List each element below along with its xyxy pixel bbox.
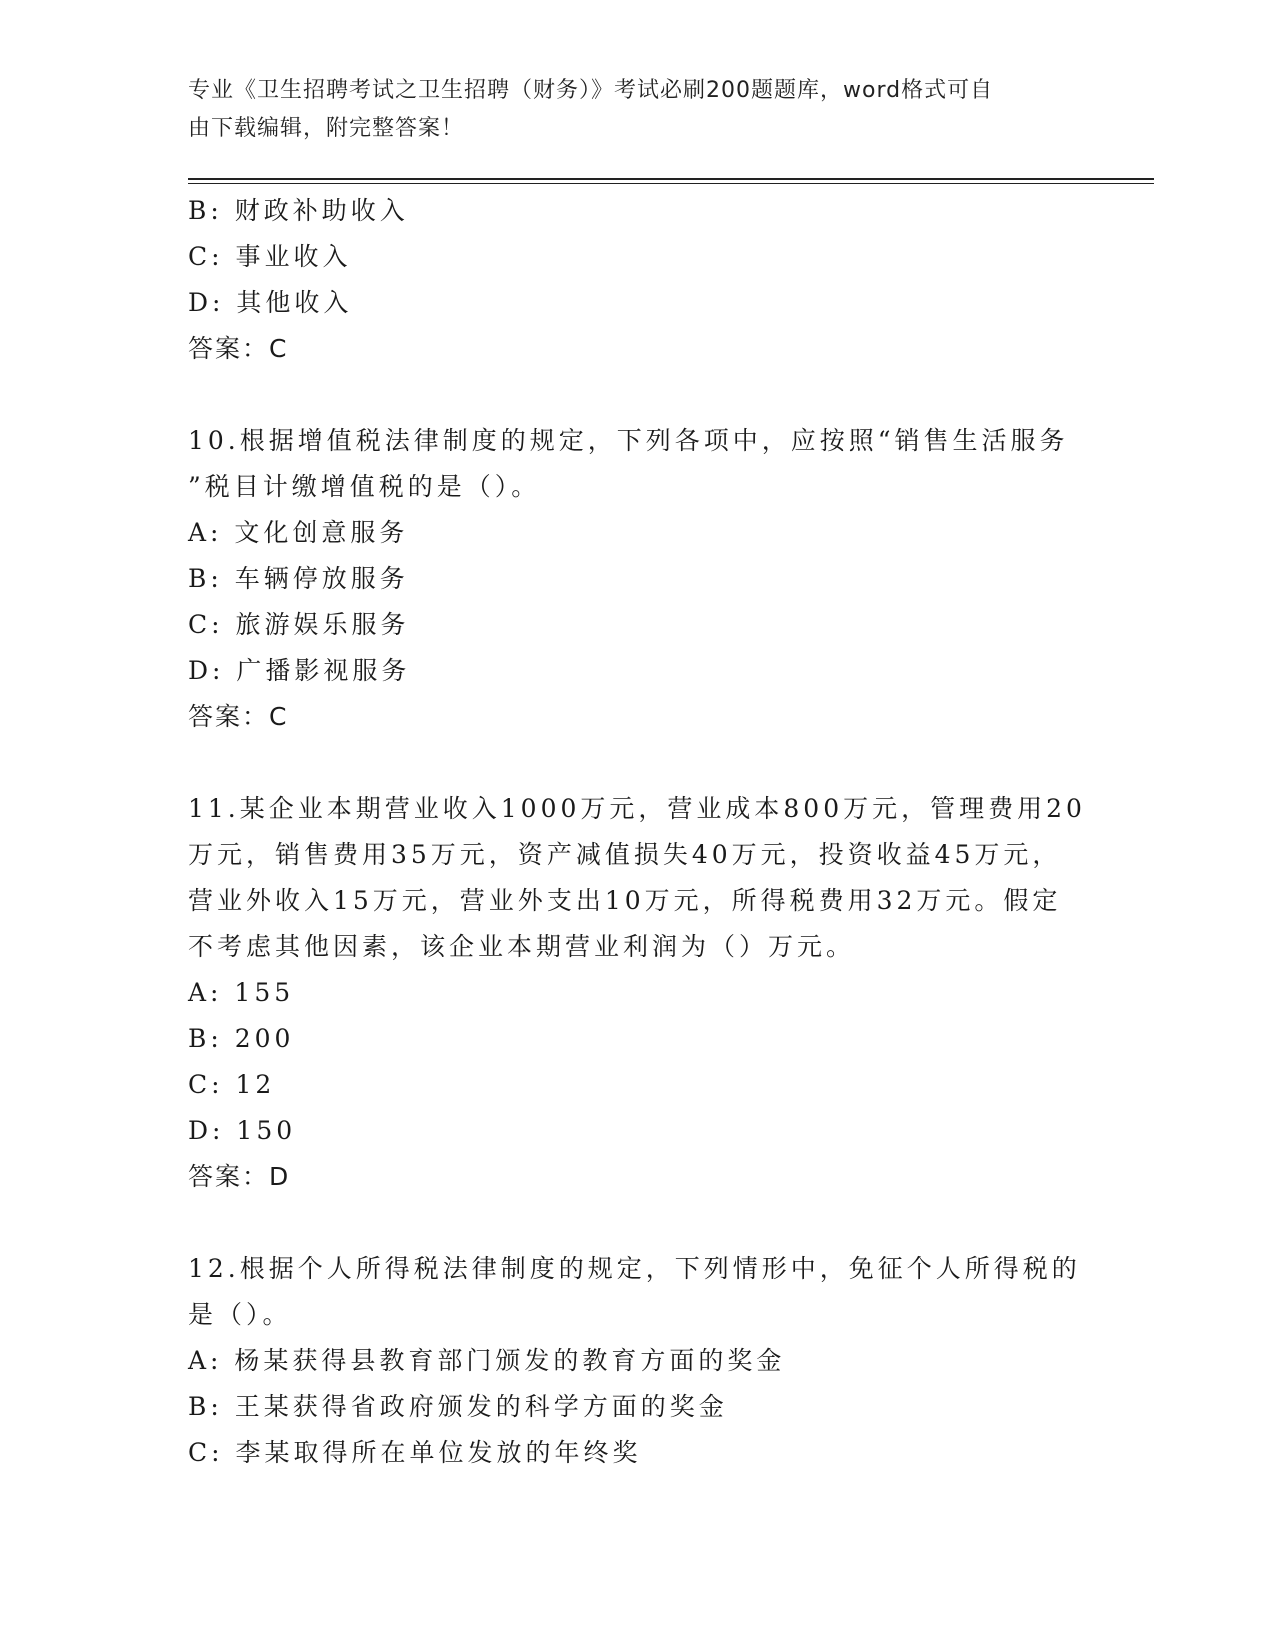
header-divider-thick xyxy=(188,178,1154,180)
option-c: C: 旅游娱乐服务 xyxy=(188,610,410,639)
answer: 答案：C xyxy=(188,702,289,731)
answer: 答案：C xyxy=(188,334,289,363)
question-stem: ”税目计缴增值税的是（）。 xyxy=(188,472,541,501)
option-b: B: 王某获得省政府颁发的科学方面的奖金 xyxy=(188,1392,728,1421)
header-line-1: 专业《卫生招聘考试之卫生招聘（财务）》考试必刷200题题库，word格式可自 xyxy=(188,78,994,103)
question-stem: 11.某企业本期营业收入1000万元，营业成本800万元，管理费用20 xyxy=(188,794,1086,823)
option-b: B: 车辆停放服务 xyxy=(188,564,409,593)
spacer xyxy=(188,372,1088,418)
document-body xyxy=(188,188,1088,1476)
option-d: D: 广播影视服务 xyxy=(188,656,411,685)
option-a: A: 文化创意服务 xyxy=(188,518,409,547)
option-b: B: 200 xyxy=(188,1024,295,1053)
question-stem: 10.根据增值税法律制度的规定，下列各项中，应按照“销售生活服务 xyxy=(188,426,1069,455)
option-a: A: 杨某获得县教育部门颁发的教育方面的奖金 xyxy=(188,1346,786,1375)
question-stem: 是（）。 xyxy=(188,1300,292,1329)
question-9 xyxy=(188,188,1088,372)
option-d: D: 其他收入 xyxy=(188,288,353,317)
option-c: C: 李某取得所在单位发放的年终奖 xyxy=(188,1438,642,1467)
option-c: C: 12 xyxy=(188,1070,276,1099)
spacer xyxy=(188,1200,1088,1246)
option-b: B: 财政补助收入 xyxy=(188,196,409,225)
question-11 xyxy=(188,786,1088,1200)
spacer xyxy=(188,740,1088,786)
question-10 xyxy=(188,418,1088,740)
answer: 答案：D xyxy=(188,1162,291,1191)
question-stem: 营业外收入15万元，营业外支出10万元，所得税费用32万元。假定 xyxy=(188,886,1062,915)
page-header xyxy=(188,72,1068,148)
option-c: C: 事业收入 xyxy=(188,242,352,271)
question-12 xyxy=(188,1246,1088,1476)
option-d: D: 150 xyxy=(188,1116,297,1145)
question-stem: 万元，销售费用35万元，资产减值损失40万元，投资收益45万元， xyxy=(188,840,1062,869)
header-divider-thin xyxy=(188,183,1154,184)
header-line-2: 由下载编辑，附完整答案！ xyxy=(188,116,465,141)
question-stem: 12.根据个人所得税法律制度的规定，下列情形中，免征个人所得税的 xyxy=(188,1254,1081,1283)
question-stem: 不考虑其他因素，该企业本期营业利润为（）万元。 xyxy=(188,932,856,961)
option-a: A: 155 xyxy=(188,978,295,1007)
